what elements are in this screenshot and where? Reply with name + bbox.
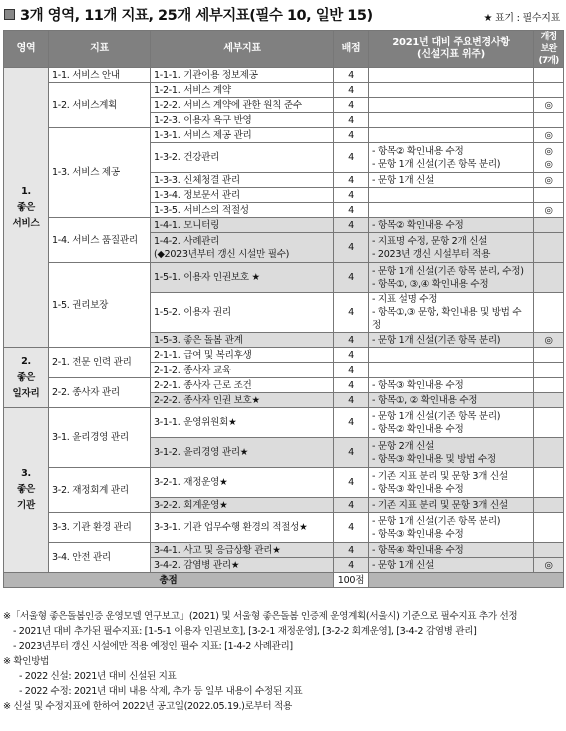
revised-mark-cell: ◎ (534, 203, 564, 218)
revised-mark-cell: ◎ (534, 558, 564, 573)
revised-mark-cell (534, 188, 564, 203)
score-cell: 4 (334, 263, 369, 293)
score-cell: 4 (334, 363, 369, 378)
sub-indicator-cell: 1-4-1. 모니터링 (151, 218, 334, 233)
change-cell: - 항목①, ② 확인내용 수정 (369, 393, 534, 408)
revised-mark-cell (534, 378, 564, 393)
change-cell: - 지표명 수정, 문항 2개 신설 - 2023년 갱신 시설부터 적용 (369, 233, 534, 263)
legend-text: ★ 표기 : 필수지표 (483, 13, 560, 24)
sub-indicator-cell: 3-4-1. 사고 및 응급상황 관리★ (151, 543, 334, 558)
footnotes (3, 609, 563, 714)
table-row (4, 68, 564, 83)
table-row (4, 218, 564, 233)
score-cell: 4 (334, 408, 369, 438)
score-cell: 4 (334, 128, 369, 143)
score-cell: 4 (334, 438, 369, 468)
change-cell: - 문항 1개 신설(기존 항목 분리) - 항목③ 확인내용 수정 (369, 513, 534, 543)
col-header-indicator: 지표 (49, 31, 151, 68)
sub-indicator-cell: 2-1-2. 종사자 교육 (151, 363, 334, 378)
sub-indicator-cell: 2-2-2. 종사자 인권 보호★ (151, 393, 334, 408)
sub-indicator-cell: 1-3-4. 정보문서 관리 (151, 188, 334, 203)
score-cell: 4 (334, 393, 369, 408)
sub-indicator-cell: 1-2-2. 서비스 계약에 관한 원칙 준수 (151, 98, 334, 113)
sub-indicator-cell: 3-2-2. 회계운영★ (151, 498, 334, 513)
score-cell: 4 (334, 173, 369, 188)
revised-mark-cell: ◎ (534, 98, 564, 113)
sub-indicator-cell: 3-2-1. 재정운영★ (151, 468, 334, 498)
indicator-cell: 2-2. 종사자 관리 (49, 378, 151, 408)
change-cell: - 문항 1개 신설(기존 항목 분리) (369, 333, 534, 348)
sub-indicator-cell: 1-5-1. 이용자 인권보호 ★ (151, 263, 334, 293)
score-cell: 4 (334, 498, 369, 513)
col-header-score: 배점 (334, 31, 369, 68)
footnote: - 2022 신설: 2021년 대비 신설된 지표 (19, 671, 177, 682)
change-cell: - 문항 1개 신설 (369, 173, 534, 188)
area-cell: 2. 좋은 일자리 (4, 348, 49, 408)
score-cell: 4 (334, 68, 369, 83)
change-cell: - 문항 2개 신설 - 항목③ 확인내용 및 방법 수정 (369, 438, 534, 468)
revised-mark-cell: ◎ (534, 333, 564, 348)
revised-mark-cell: ◎ (534, 173, 564, 188)
total-label: 총점 (4, 573, 334, 588)
indicator-cell: 1-1. 서비스 안내 (49, 68, 151, 83)
footnote: - 2022 수정: 2021년 대비 내용 삭제, 추가 등 일부 내용이 수정된 지표 (19, 686, 303, 697)
score-cell: 4 (334, 98, 369, 113)
table-row (4, 513, 564, 543)
revised-mark-cell (534, 543, 564, 558)
table-row (4, 543, 564, 558)
table-row (4, 263, 564, 293)
revised-mark-cell (534, 68, 564, 83)
score-cell: 4 (334, 378, 369, 393)
change-cell: - 항목④ 확인내용 수정 (369, 543, 534, 558)
score-cell: 4 (334, 543, 369, 558)
indicator-cell: 3-3. 기관 환경 관리 (49, 513, 151, 543)
sub-indicator-cell: 1-2-1. 서비스 계약 (151, 83, 334, 98)
table-row (4, 128, 564, 143)
table-row (4, 348, 564, 363)
revised-mark-cell (534, 233, 564, 263)
score-cell: 4 (334, 188, 369, 203)
change-cell (369, 188, 534, 203)
sub-indicator-cell: 1-3-3. 신체청결 관리 (151, 173, 334, 188)
revised-mark-cell (534, 83, 564, 98)
change-cell (369, 83, 534, 98)
indicator-cell: 1-4. 서비스 품질관리 (49, 218, 151, 263)
col-header-changes: 2021년 대비 주요변경사항 (신설지표 위주) (369, 31, 534, 68)
score-cell: 4 (334, 233, 369, 263)
change-cell (369, 203, 534, 218)
sub-indicator-cell: 1-2-3. 이용자 욕구 반영 (151, 113, 334, 128)
change-cell (369, 98, 534, 113)
total-value: 100점 (334, 573, 369, 588)
table-row (4, 468, 564, 498)
sub-indicator-cell: 1-5-2. 이용자 권리 (151, 293, 334, 333)
footnote: - 2023년부터 갱신 시설에만 적용 예정인 필수 지표: [1-4-2 사례관리] (13, 641, 293, 652)
revised-mark-cell (534, 113, 564, 128)
revised-mark-cell (534, 468, 564, 498)
change-cell: - 문항 1개 신설(기존 항목 분리, 수정) - 항목①, ③,④ 확인내용 수정 (369, 263, 534, 293)
score-cell: 4 (334, 468, 369, 498)
indicator-cell: 3-1. 윤리경영 관리 (49, 408, 151, 468)
indicator-cell: 2-1. 전문 인력 관리 (49, 348, 151, 378)
change-cell (369, 363, 534, 378)
footnote: ※ 확인방법 (3, 656, 50, 667)
revised-mark-cell (534, 293, 564, 333)
revised-mark-cell: ◎ (534, 128, 564, 143)
sub-indicator-cell: 1-3-2. 건강관리 (151, 143, 334, 173)
sub-indicator-cell: 2-1-1. 급여 및 복리후생 (151, 348, 334, 363)
score-cell: 4 (334, 83, 369, 98)
indicator-table (3, 30, 564, 588)
revised-mark-cell (534, 408, 564, 438)
footnote: ※ 신설 및 수정지표에 한하여 2022년 공고일(2022.05.19.)로부터 적용 (3, 701, 292, 712)
indicator-cell: 1-2. 서비스계획 (49, 83, 151, 128)
sub-indicator-cell: 3-3-1. 기관 업무수행 환경의 적절성★ (151, 513, 334, 543)
indicator-cell: 1-3. 서비스 제공 (49, 128, 151, 218)
change-cell: - 문항 1개 신설(기존 항목 분리) - 항목② 확인내용 수정 (369, 408, 534, 438)
total-row (4, 573, 564, 588)
score-cell: 4 (334, 203, 369, 218)
revised-mark-cell (534, 218, 564, 233)
revised-mark-cell (534, 263, 564, 293)
change-cell (369, 68, 534, 83)
change-cell: - 지표 설명 수정 - 항목①,③ 문항, 확인내용 및 방법 수정 (369, 293, 534, 333)
revised-mark-cell (534, 513, 564, 543)
col-header-sub-indicator: 세부지표 (151, 31, 334, 68)
change-cell: - 문항 1개 신설 (369, 558, 534, 573)
score-cell: 4 (334, 293, 369, 333)
change-cell: - 항목③ 확인내용 수정 (369, 378, 534, 393)
footnote: - 2021년 대비 추가된 필수지표: [1-5-1 이용자 인권보호], [3-2-1 재정운영], [3-2-2 회계운영], [3-4-2 감염병 관리] (13, 626, 477, 637)
page-title: 3개 영역, 11개 지표, 25개 세부지표(필수 10, 일반 15) (20, 8, 373, 24)
change-cell: - 기존 지표 분리 및 문항 3개 신설 (369, 498, 534, 513)
table-row (4, 378, 564, 393)
sub-indicator-cell: 3-4-2. 감염병 관리★ (151, 558, 334, 573)
change-cell: - 항목② 확인내용 수정 - 문항 1개 신설(기존 항목 분리) (369, 143, 534, 173)
col-header-area: 영역 (4, 31, 49, 68)
sub-indicator-cell: 1-3-1. 서비스 제공 관리 (151, 128, 334, 143)
revised-mark-cell (534, 348, 564, 363)
indicator-cell: 1-5. 권리보장 (49, 263, 151, 348)
footnote: ※「서울형 좋은돌봄인증 운영모델 연구보고」(2021) 및 서울형 좋은돌봄 인증제 운영계획(서울시) 기준으로 필수지표 추가 선정 (3, 611, 518, 622)
square-bullet-icon (4, 9, 15, 20)
indicator-cell: 3-2. 재정회계 관리 (49, 468, 151, 513)
sub-indicator-cell: 3-1-2. 윤리경영 관리★ (151, 438, 334, 468)
change-cell (369, 348, 534, 363)
revised-mark-cell (534, 438, 564, 468)
table-row (4, 83, 564, 98)
revised-mark-cell (534, 363, 564, 378)
change-cell: - 기존 지표 분리 및 문항 3개 신설 - 항목③ 확인내용 수정 (369, 468, 534, 498)
score-cell: 4 (334, 143, 369, 173)
sub-indicator-cell: 1-4-2. 사례관리 (◆2023년부터 갱신 시설만 필수) (151, 233, 334, 263)
score-cell: 4 (334, 348, 369, 363)
sub-indicator-cell: 1-5-3. 좋은 돌봄 관계 (151, 333, 334, 348)
change-cell (369, 128, 534, 143)
total-blank (369, 573, 564, 588)
score-cell: 4 (334, 113, 369, 128)
sub-indicator-cell: 1-1-1. 기관이용 정보제공 (151, 68, 334, 83)
sub-indicator-cell: 1-3-5. 서비스의 적절성 (151, 203, 334, 218)
revised-mark-cell (534, 498, 564, 513)
revised-mark-cell: ◎ ◎ (534, 143, 564, 173)
table-header-row (4, 31, 564, 68)
revised-mark-cell (534, 393, 564, 408)
score-cell: 4 (334, 513, 369, 543)
table-row (4, 408, 564, 438)
page-header (0, 0, 566, 30)
indicator-cell: 3-4. 안전 관리 (49, 543, 151, 573)
area-cell: 3. 좋은 기관 (4, 408, 49, 573)
score-cell: 4 (334, 218, 369, 233)
area-cell: 1. 좋은 서비스 (4, 68, 49, 348)
sub-indicator-cell: 2-2-1. 종사자 근로 조건 (151, 378, 334, 393)
score-cell: 4 (334, 333, 369, 348)
change-cell (369, 113, 534, 128)
score-cell: 4 (334, 558, 369, 573)
change-cell: - 항목② 확인내용 수정 (369, 218, 534, 233)
sub-indicator-cell: 3-1-1. 운영위원회★ (151, 408, 334, 438)
col-header-revised: 개정보완 (7개) (534, 31, 564, 68)
